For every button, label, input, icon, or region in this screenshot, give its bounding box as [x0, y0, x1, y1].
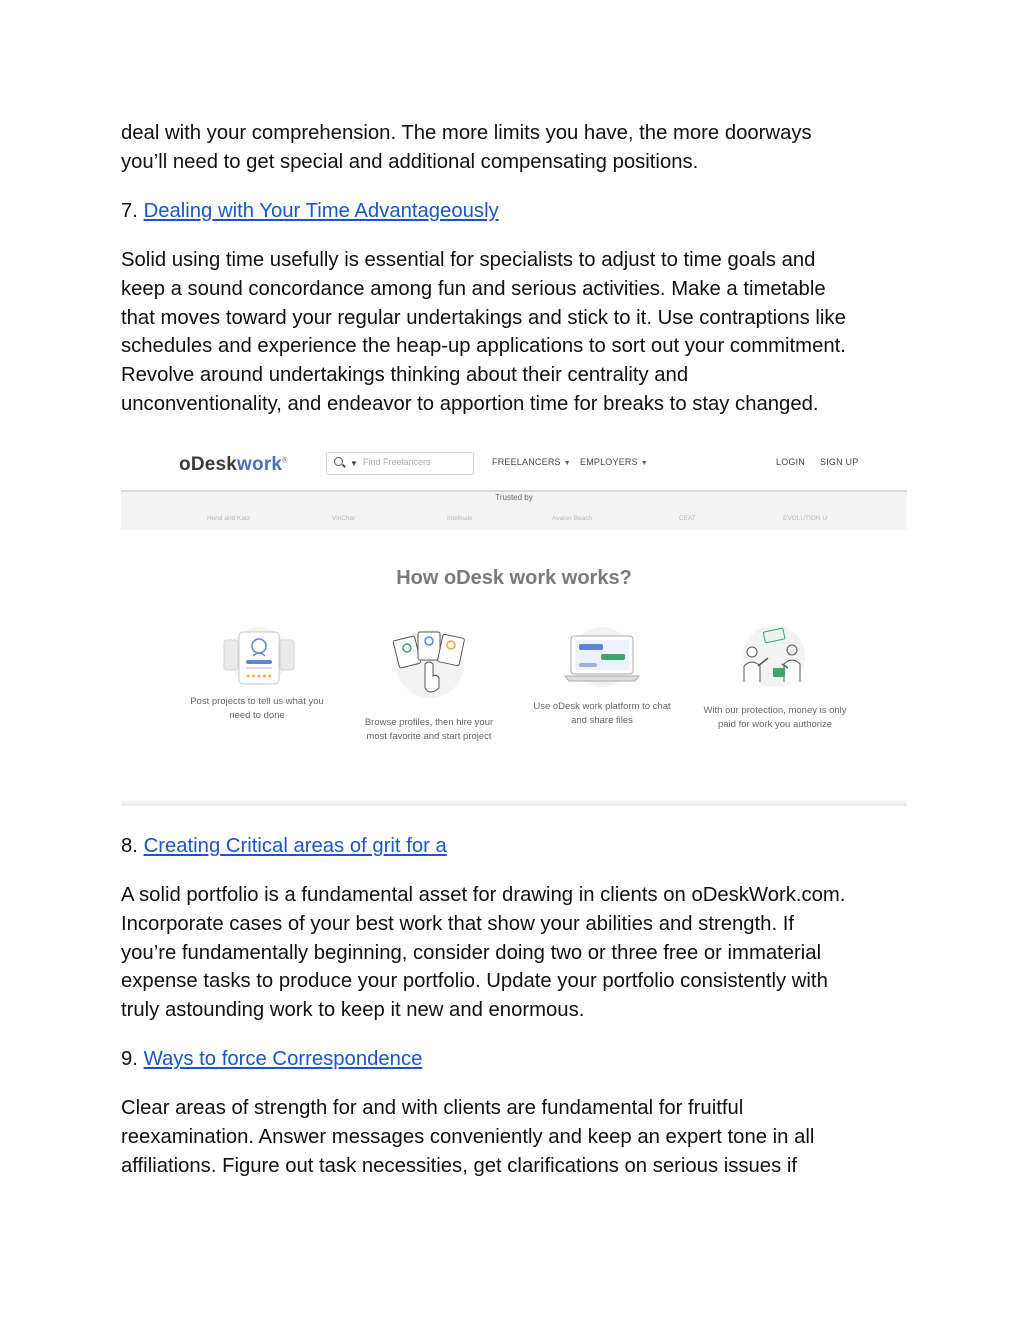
nav-employers-label: EMPLOYERS [580, 457, 638, 467]
text-line: Solid using time usefully is essential for specialists to adjust to time goals and [121, 249, 816, 271]
laptop-chat-icon [563, 626, 641, 688]
svg-text:★★★★★: ★★★★★ [245, 674, 273, 680]
section-link-correspondence[interactable]: Ways to force Correspondence [143, 1048, 423, 1070]
chevron-down-icon[interactable]: ▼ [350, 459, 358, 468]
section-number: 7. [121, 200, 138, 222]
step-text: Browse profiles, then hire your [364, 717, 494, 728]
text-line: you’re fundamentally beginning, consider doing two or three free or immaterial [121, 941, 822, 964]
section-number: 8. [121, 835, 138, 857]
paragraph-portfolio [121, 881, 911, 1025]
step-text: Post projects to tell us what you [190, 696, 324, 707]
screenshot-bottom-edge [121, 800, 907, 806]
brand-logo: EVOLUTION U [783, 515, 828, 522]
brand-logo: VinChat [332, 515, 356, 522]
brand-logo: Intellsale [447, 515, 473, 522]
step-text: Use oDesk work platform to chat [533, 701, 671, 712]
paragraph-correspondence [121, 1094, 911, 1180]
paragraph-time-management [121, 246, 911, 419]
step-text: paid for work you authorize [717, 718, 833, 730]
text-line: Clear areas of strength for and with clients are fundamental for fruitful [121, 1097, 744, 1119]
brand-logo: Hund and Katz [207, 515, 251, 522]
nav-freelancers-label: FREELANCERS [492, 457, 561, 467]
how-it-works-title: How oDesk work works? [396, 567, 632, 589]
odeskwork-logo[interactable] [179, 454, 288, 476]
paragraph-comprehension [121, 119, 911, 177]
search-box[interactable] [326, 452, 474, 475]
logo-desk: Desk [190, 454, 238, 475]
section-heading-8 [121, 832, 447, 860]
logo-work: work [237, 454, 283, 475]
section-heading-9 [121, 1045, 422, 1073]
step-chat-share [525, 700, 679, 727]
brand-logo: Avalon Beach [552, 515, 592, 522]
site-navbar [121, 440, 907, 490]
text-line: reexamination. Answer messages conveniently and keep an expert tone in all [121, 1125, 815, 1148]
step-text: With our protection, money is only [703, 705, 847, 716]
brand-logo: CEAT [679, 515, 696, 522]
odesk-screenshot [121, 440, 907, 806]
nav-login[interactable]: LOGIN [776, 457, 806, 467]
trusted-by-bar [121, 490, 907, 530]
trusted-by-label: Trusted by [495, 493, 533, 502]
chevron-down-icon: ▼ [640, 460, 648, 467]
text-line: schedules and experience the heap-up applications to sort out your commitment. [121, 335, 846, 358]
step-post-projects [182, 695, 332, 722]
step-text: most favorite and start project [366, 730, 492, 742]
text-line: affiliations. Figure out task necessities, get clarifications on serious issues if [121, 1154, 797, 1177]
text-line: Incorporate cases of your best work that show your abilities and strength. If [121, 912, 795, 935]
chevron-down-icon: ▼ [563, 460, 571, 467]
step-text: and share files [571, 714, 633, 726]
profile-card-icon [219, 626, 299, 688]
search-icon [334, 457, 343, 466]
section-link-time-management[interactable]: Dealing with Your Time Advantageously [143, 200, 499, 222]
text-line: Revolve around undertakings thinking about their centrality and [121, 364, 689, 387]
text-line: deal with your comprehension. The more limits you have, the more doorways [121, 122, 812, 144]
text-line: truly astounding work to keep it new and enormous. [121, 999, 585, 1022]
section-link-portfolio[interactable]: Creating Critical areas of grit for a [143, 835, 447, 857]
logo-registered-mark: ® [282, 457, 288, 465]
text-line: keep a sound concordance among fun and serious activities. Make a timetable [121, 277, 826, 300]
section-number: 9. [121, 1048, 138, 1070]
nav-signup[interactable]: SIGN UP [820, 457, 859, 467]
nav-freelancers[interactable] [492, 457, 571, 467]
section-heading-7 [121, 197, 499, 225]
browse-profiles-icon [392, 624, 468, 704]
step-text: need to done [229, 709, 285, 721]
text-line: that moves toward your regular undertakings and stick to it. Use contraptions like [121, 306, 846, 329]
nav-employers[interactable] [580, 457, 648, 467]
step-browse-profiles [354, 716, 504, 743]
step-money-protection [697, 704, 853, 731]
logo-o: o [179, 454, 191, 475]
text-line: expense tasks to produce your portfolio. Update your portfolio consistently with [121, 970, 828, 993]
search-placeholder: Find Freelancers [363, 457, 431, 467]
text-line: you’ll need to get special and additional compensating positions. [121, 150, 699, 173]
text-line: A solid portfolio is a fundamental asset for drawing in clients on oDeskWork.com. [121, 884, 846, 906]
money-protection-icon [736, 624, 812, 690]
text-line: unconventionality, and endeavor to apportion time for breaks to stay changed. [121, 392, 819, 415]
